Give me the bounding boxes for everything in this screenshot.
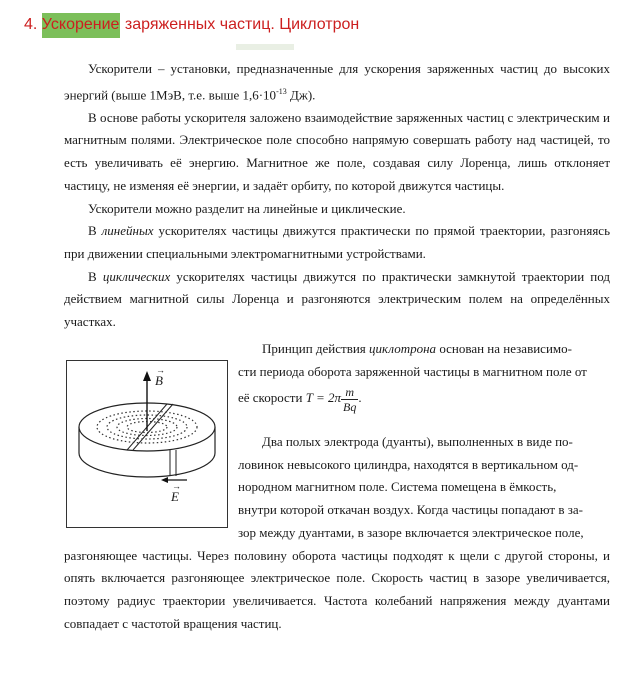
line-dees-2: ловинок невысокого цилиндра, находятся в вертикальном од- xyxy=(238,456,579,472)
cyclotron-figure xyxy=(66,360,228,528)
line-principle-2: сти периода оборота заряженной частицы в магнитном поле от xyxy=(238,363,587,379)
paragraph-principle: В основе работы ускорителя заложено взаимодействие заряженных частиц с электрическим и магнитным полями. Электрическое поле способно напрямую совершать работу над частицей, то есть увеличивать её энергию. Магнитное же поле, создавая силу Лоренца, лишь отклоняет частицу, не изменяя её энергии, и задаёт орбиту, по которой движутся частицы. xyxy=(64,109,610,193)
scan-mark xyxy=(236,44,294,50)
paragraph-types: Ускорители можно разделит на линейные и циклические. xyxy=(88,200,406,216)
line-principle-1: Принцип действия циклотрона основан на независимо- xyxy=(262,341,572,356)
title-highlight: Ускорение xyxy=(42,13,121,38)
page-title xyxy=(24,16,359,34)
label-e-vector: → E xyxy=(171,481,181,504)
paragraph-cyclic: В циклических ускорителях частицы движутся по практически замкнутой траектории под действием магнитной силы Лоренца и разгоняются электрическим полем на определённых участках. xyxy=(64,268,610,330)
cyclotron-tail-text xyxy=(64,522,610,636)
line-dees-5: зор между дуантами, в зазоре включается электрическое поле, xyxy=(238,525,584,540)
period-formula: её скорости T = 2π $\frac{m}{Bq}$ . xyxy=(238,384,362,414)
cyclotron-principle xyxy=(238,338,610,414)
paragraph-acceleration: разгоняющее частицы. Через половину оборота частицы подходят к щели с другой стороны, и опять включается разгоняющее электрическое поле. Скорость частиц в зазоре увеличивается, поэтому радиус траектории увеличивается. Частота колебаний напряжения между дуантами совпадает с частотой вращения частиц. xyxy=(64,547,610,631)
label-b-vector: → B xyxy=(155,365,165,388)
paragraph-linear: В линейных ускорителях частицы движутся практически по прямой траектории, разгоняясь при движении специальными электромагнитными устройствами. xyxy=(64,223,610,261)
title-number: 4. xyxy=(24,16,38,33)
intro-text xyxy=(64,58,610,334)
line-dees-1: Два полых электрода (дуанты), выполненных в виде по- xyxy=(262,434,573,449)
cyclotron-diagram xyxy=(67,361,227,527)
title-rest: заряженных частиц. Циклотрон xyxy=(124,16,360,33)
dees-description xyxy=(238,431,610,522)
line-dees-4: внутри которой откачан воздух. Когда частицы попадают в за- xyxy=(238,502,583,518)
line-dees-3: нородном магнитном поле. Система помещена в ёмкость, xyxy=(238,479,557,495)
paragraph-definition: Ускорители – установки, предназначенные для ускорения заряженных частиц до высоких энергий (выше 1МэВ, т.е. выше $1,6\cdot 10^{-13}$ Дж). xyxy=(64,61,610,103)
